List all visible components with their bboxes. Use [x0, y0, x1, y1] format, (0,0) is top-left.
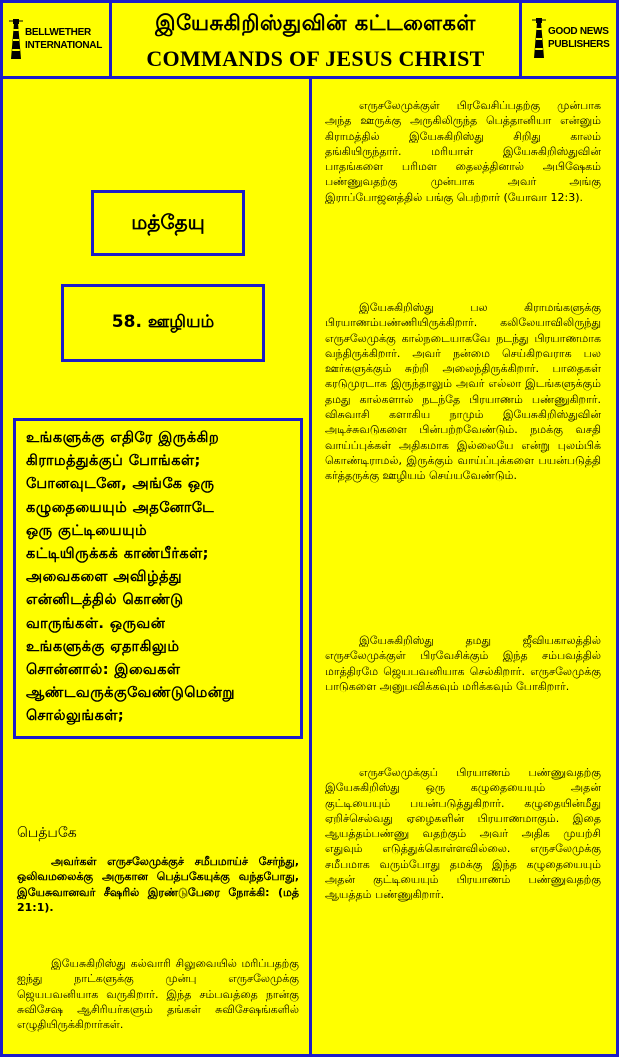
verse-line: உங்களுக்கு ஏதாகிலும்: [26, 637, 180, 655]
commentary-paragraph: இயேசுகிறிஸ்து பல கிராமங்களுக்கு பிரயாணம்பண்ணியிருக்கிறார். கலிலேயாவிலிருந்து எருசலேமுக்கு கால்நடையாகவே நடந்து பிரயாணமாக வந்திருக்கிறார். அவர் நன்மை செய்கிறவராக பல ஊர்களுக்கும் சுற்றி அலைந்திருக்கிறார். பாதைகள் கரடுமுரடாக இருந்தாலும் அவர் எல்லா இடங்களுக்கும் தமது கால்களால் நடந்தே பிரயாணம் பண்ணுகிறார். விசுவாசி களாகிய நாமும் இயேசுகிறிஸ்துவின் அடிச்சுவடுகளை பின்பற்றவேண்டும். நமக்கு வசதி வாய்ப்புக்கள் அதிகமாக இல்லையே என்று புலம்பிக் கொண்டிராமல், இருக்கும் வாய்ப்புக்களை பயன்படுத்தி கர்த்தருக்கு ஊழியம் செய்யவேண்டும்.: [325, 301, 601, 483]
bellwether-logo: [9, 17, 102, 61]
left-column: [0, 76, 312, 1057]
header-right-logo-panel: [519, 0, 619, 79]
right-logo-text: GOOD NEWS PUBLISHERS: [548, 26, 610, 50]
lighthouse-icon: [532, 16, 546, 60]
verse-line: சொன்னால்: இவைகள்: [26, 661, 181, 679]
verse-box: [13, 418, 303, 739]
verse-line: வாருங்கள். ஒருவன்: [26, 614, 166, 632]
lighthouse-icon: [9, 17, 23, 61]
verse-line: என்னிடத்தில் கொண்டு: [26, 591, 184, 609]
title-tamil: இயேசுகிறிஸ்துவின் கட்டளைகள்: [155, 11, 476, 35]
verse-line: கழுதையையும் அதனோடே: [26, 498, 215, 516]
verse-line: கிராமத்துக்குப் போங்கள்;: [26, 452, 201, 470]
verse-line: போனவுடனே, அங்கே ஒரு: [26, 475, 215, 493]
chapter-title: 58. ஊழியம்: [111, 312, 215, 332]
book-title: மத்தேயு: [131, 209, 205, 234]
header-left-logo-panel: [0, 0, 112, 79]
verse-line: கட்டியிருக்கக் காண்பீர்கள்;: [26, 545, 209, 563]
good-news-logo: [532, 16, 609, 60]
header-title-panel: [109, 0, 522, 79]
book-title-box: [91, 190, 245, 256]
chapter-title-box: [61, 284, 265, 362]
verse-line: அவைகளை அவிழ்த்து: [26, 568, 183, 586]
verse-line: ஆண்டவருக்குவேண்டுமென்று: [26, 684, 235, 702]
commentary-paragraph: இயேசுகிறிஸ்து கல்வாரி சிலுவையில் மரிப்பதற்கு ஐந்து நாட்களுக்கு முன்பு எருசலேமுக்கு ஜெயபவனியாக வருகிறார். இந்த சம்பவத்தை நான்கு சுவிசேஷ ஆசிரியர்களும் தங்கள் சுவிசேஷங்களில் எழுதியிருக்கிறார்கள்.: [17, 957, 299, 1032]
commentary-paragraph: எருசலேமுக்குள் பிரவேசிப்பதற்கு முன்பாக அந்த ஊருக்கு அருகிலிருந்த பெத்தானியா என்னும் கிராமத்தில் இயேசுகிறிஸ்து சிறிது காலம் தங்கியிருந்தார். மரியாள் இயேசுகிறிஸ்துவின் பாதங்களை பரிமள தைலத்தினால் அபிஷேகம் பண்ணுவதற்கு முன்பாக அவர் அங்கு இராப்போஜனத்தில் பங்கு பெற்றார் (யோவா 12:3).: [325, 99, 601, 204]
commentary-paragraph: இயேசுகிறிஸ்து தமது ஜீவியகாலத்தில் எருசலேமுக்குள் பிரவேசிக்கும் இந்த சம்பவத்தில் மாத்திரமே ஜெயபவனியாக செல்கிறார். எருசலேமுக்கு பாடுகளை அனுபவிக்கவும் மரிக்கவும் போகிறார்.: [325, 634, 601, 693]
section-heading: பெத்பகே: [17, 825, 77, 841]
verse-line: உங்களுக்கு எதிரே இருக்கிற: [26, 429, 220, 446]
title-english: COMMANDS OF JESUS CHRIST: [146, 46, 485, 71]
verse-line: சொல்லுங்கள்;: [26, 707, 125, 725]
commentary-paragraph: எருசலேமுக்குப் பிரயாணம் பண்ணுவதற்கு இயேசுகிறிஸ்து ஒரு கழுதையையும் அதன் குட்டியையும் பயன்படுத்துகிறார். கழுதையின்மீது ஏறிச்செல்வது ஏழைகளின் பிரயாணமாகும். இதை ஆயத்தம்பண்ணு வதற்கும் அவர் அதிக முயற்சி எதுவும் எடுத்துக்கொள்ளவில்லை. எருசலேமுக்கு சமீபமாக வரும்போது தமக்கு இந்த கழுதையையும் அதன் குட்டியையும் பிரயாணம் பண்ணுவதற்கு ஆயத்தம் பண்ணுகிறார்.: [325, 766, 601, 902]
left-logo-text: BELLWETHER INTERNATIONAL: [25, 27, 103, 51]
right-column: [309, 76, 619, 1057]
verse-line: ஒரு குட்டியையும்: [26, 521, 148, 539]
scripture-reference-paragraph: அவர்கள் எருசலேமுக்குச் சமீபமாய்ச் சேர்ந்து, ஒலிவமலைக்கு அருகான பெத்பகேயுக்கு வந்தபோது, இயேசுவானவர் சீஷரில் இரண்டுபேரை நோக்கி: (மத் 21:1).: [17, 855, 299, 914]
